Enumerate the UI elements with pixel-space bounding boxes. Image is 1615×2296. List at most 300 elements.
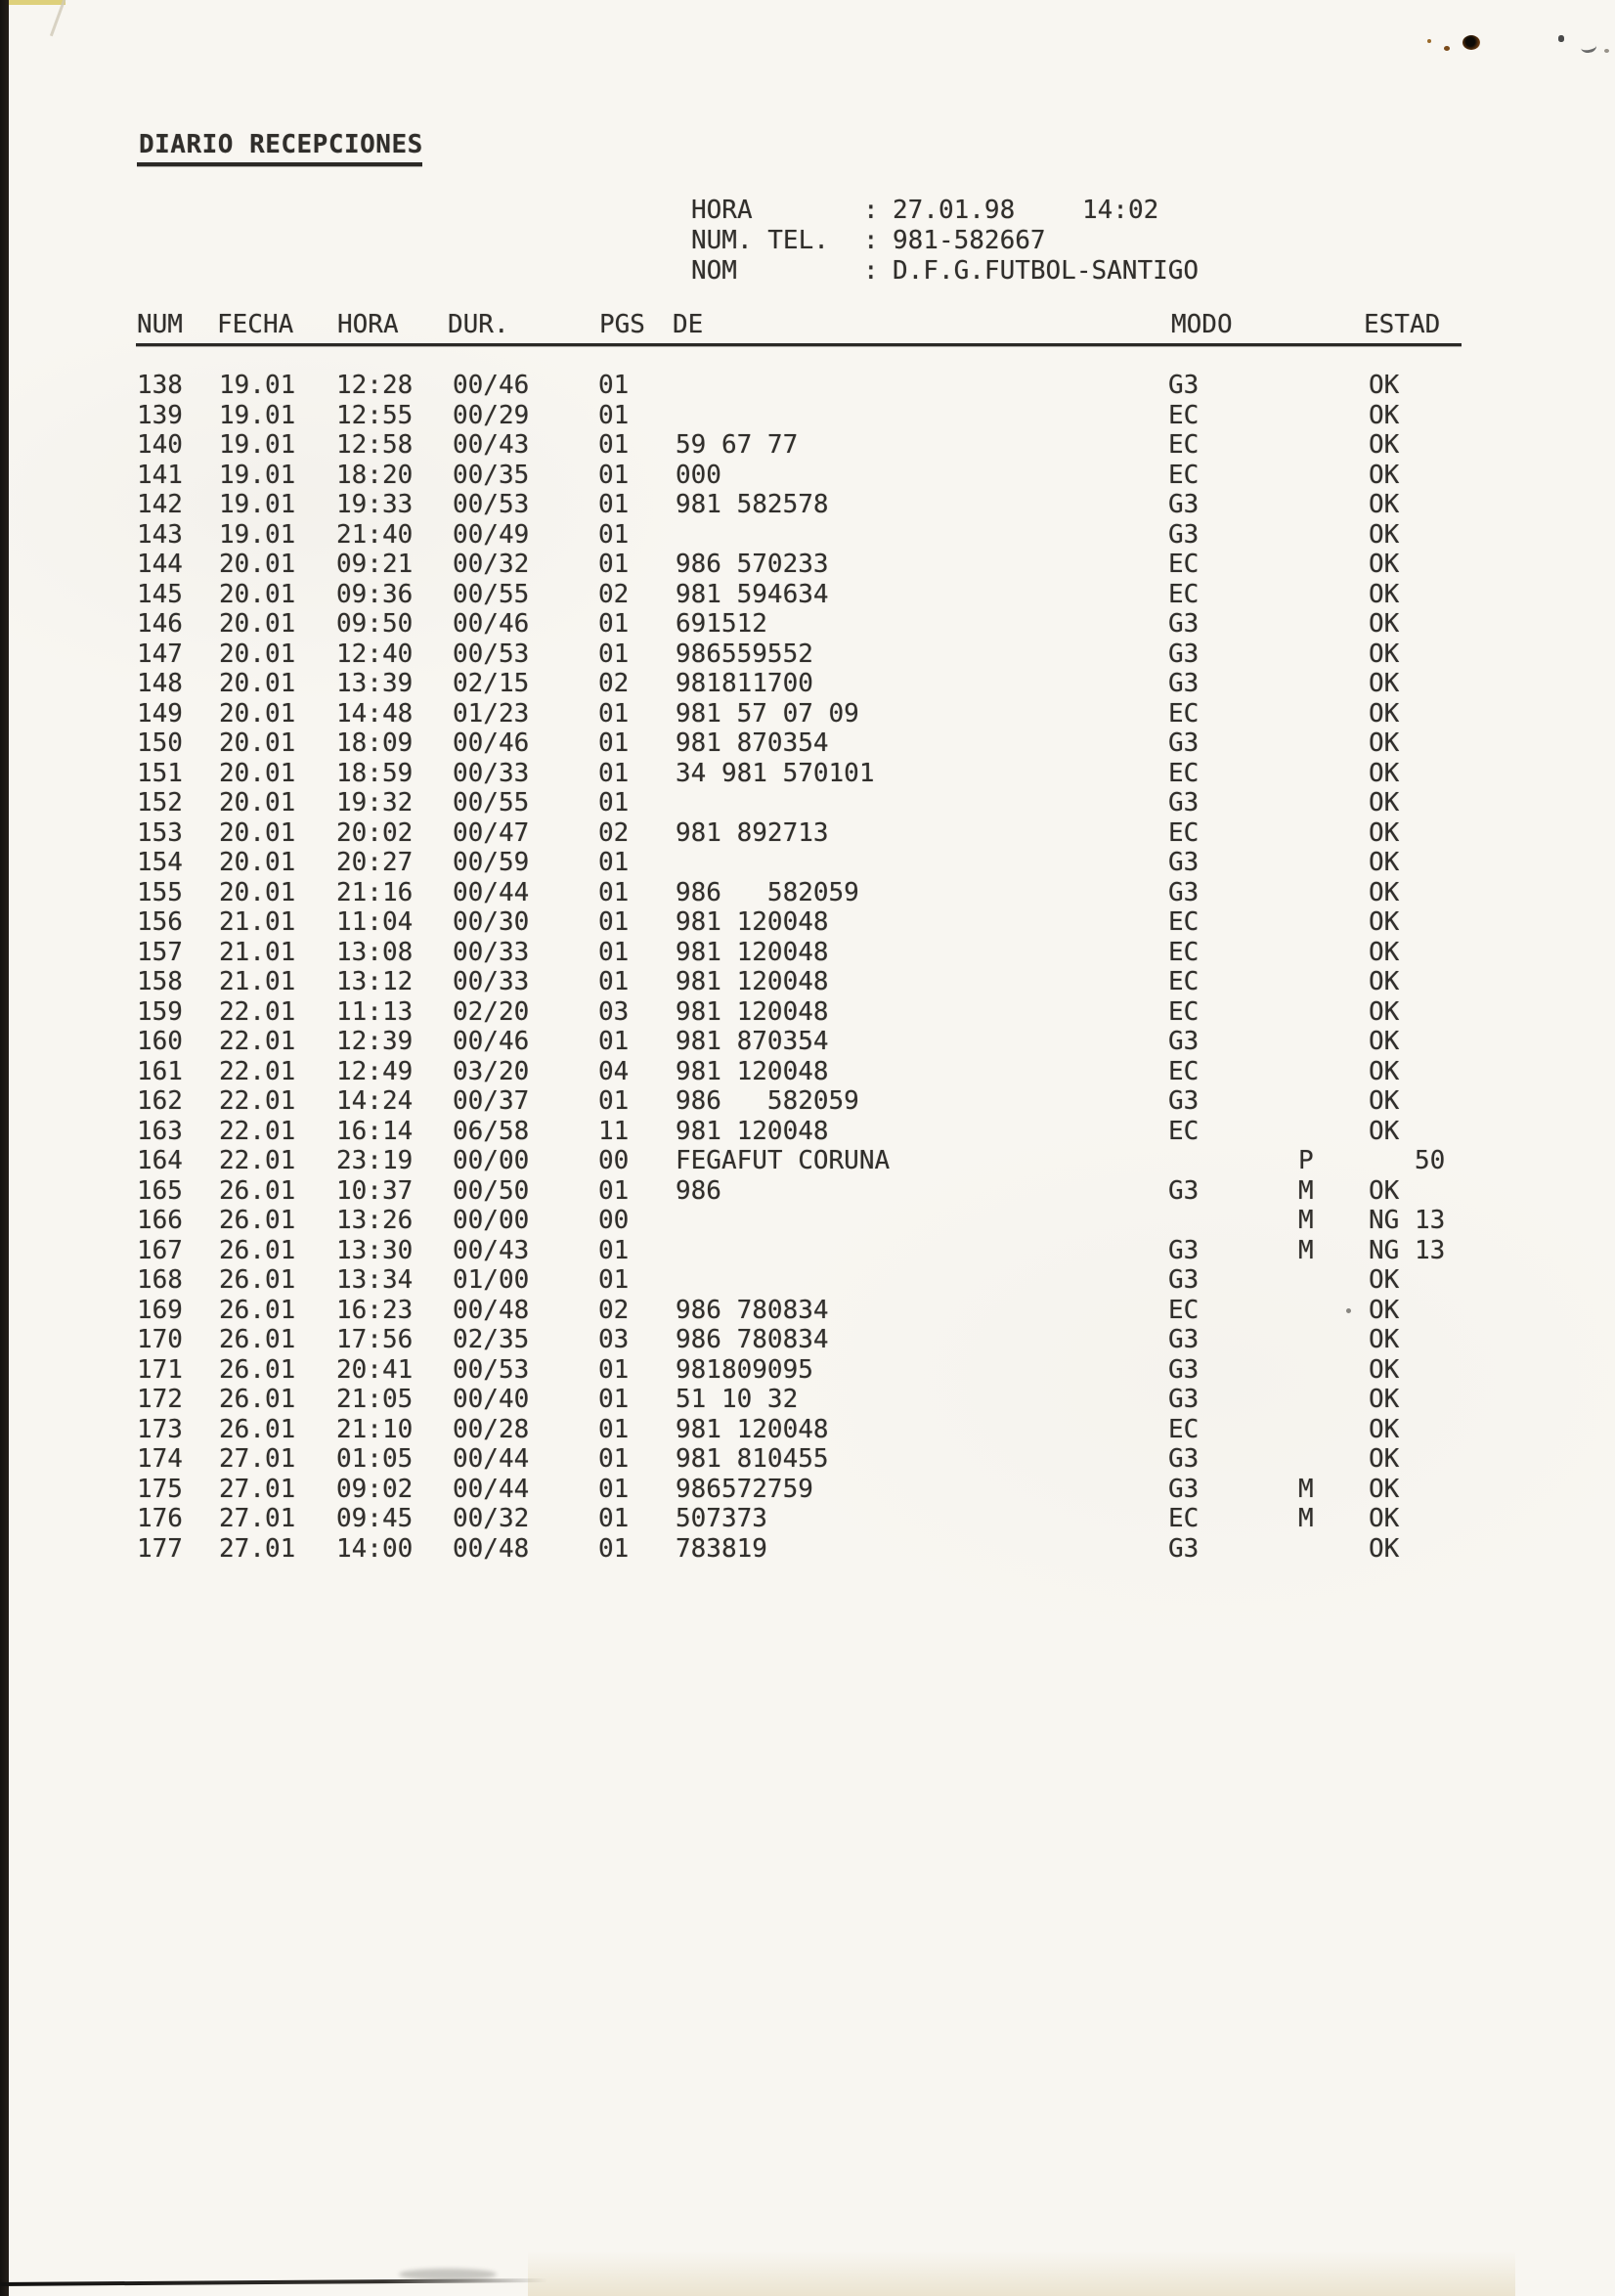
- meta-label-numtel: NUM. TEL.: [691, 226, 829, 255]
- cell-modo: EC: [1168, 1056, 1200, 1086]
- cell-fecha: 26.01: [219, 1235, 296, 1265]
- cell-pgs: 01: [598, 430, 630, 460]
- cell-hora: 19:33: [336, 490, 414, 519]
- cell-fecha: 26.01: [219, 1175, 296, 1206]
- cell-pgs: 01: [598, 1175, 630, 1206]
- cell-dur: 00/44: [453, 1474, 530, 1504]
- scan-ink-speck: [1346, 1308, 1351, 1313]
- cell-modo: G3: [1168, 848, 1200, 877]
- cell-dur: 00/55: [453, 579, 530, 609]
- cell-pgs: 01: [598, 788, 630, 817]
- cell-hora: 14:48: [336, 698, 414, 729]
- cell-fecha: 22.01: [219, 1056, 296, 1086]
- cell-modo: EC: [1168, 1414, 1200, 1444]
- cell-pgs: 01: [598, 1265, 630, 1295]
- cell-pgs: 00: [598, 1206, 630, 1235]
- cell-estad: OK: [1369, 1533, 1400, 1564]
- cell-modo: G3: [1168, 669, 1200, 698]
- table-header-cell: HORA: [337, 310, 399, 339]
- cell-fecha: 20.01: [219, 729, 296, 758]
- table-header-cell: ESTAD: [1364, 310, 1441, 339]
- cell-num: 154: [137, 848, 183, 877]
- cell-fecha: 27.01: [219, 1444, 296, 1474]
- scan-ink-speck: [1462, 35, 1480, 50]
- cell-hora: 18:20: [336, 460, 414, 490]
- cell-fecha: 22.01: [219, 1086, 296, 1116]
- cell-modo: G3: [1168, 639, 1200, 669]
- cell-estad: OK: [1369, 1265, 1400, 1295]
- cell-estad: OK: [1369, 371, 1400, 400]
- cell-modo: G3: [1168, 1086, 1200, 1116]
- cell-dur: 00/46: [453, 609, 530, 639]
- cell-fecha: 21.01: [219, 937, 296, 967]
- cell-pgs: 03: [598, 996, 630, 1027]
- cell-hora: 11:04: [336, 907, 414, 937]
- cell-dur: 01/23: [453, 698, 530, 729]
- cell-estad: OK: [1369, 1295, 1400, 1325]
- cell-dur: 00/32: [453, 1504, 530, 1533]
- cell-dur: 00/53: [453, 639, 530, 669]
- meta-value-time: 14:02: [1082, 196, 1159, 225]
- cell-fecha: 26.01: [219, 1385, 296, 1414]
- meta-label-nom: NOM: [691, 256, 737, 286]
- cell-hora: 20:41: [336, 1354, 414, 1385]
- cell-num: 138: [137, 371, 183, 400]
- cell-num: 144: [137, 550, 183, 579]
- cell-fecha: 20.01: [219, 817, 296, 848]
- table-header-underline: [136, 343, 1462, 346]
- cell-dur: 00/35: [453, 460, 530, 490]
- scan-ink-speck: [1444, 46, 1450, 51]
- cell-pgs: 02: [598, 817, 630, 848]
- cell-hora: 17:56: [336, 1325, 414, 1354]
- cell-hora: 23:19: [336, 1146, 414, 1175]
- cell-modo: G3: [1168, 609, 1200, 639]
- cell-dur: 00/33: [453, 758, 530, 788]
- cell-modo: G3: [1168, 877, 1200, 907]
- meta-value-date: 27.01.98: [893, 196, 1016, 225]
- cell-num: 158: [137, 967, 183, 996]
- cell-hora: 20:27: [336, 848, 414, 877]
- cell-num: 140: [137, 430, 183, 460]
- cell-fecha: 20.01: [219, 669, 296, 698]
- cell-num: 167: [137, 1235, 183, 1265]
- cell-pgs: 01: [598, 1414, 630, 1444]
- cell-modo: G3: [1168, 729, 1200, 758]
- cell-dur: 00/48: [453, 1295, 530, 1325]
- cell-estad: OK: [1369, 1116, 1400, 1146]
- cell-pgs: 02: [598, 1295, 630, 1325]
- cell-dur: 03/20: [453, 1056, 530, 1086]
- cell-dur: 00/00: [453, 1146, 530, 1175]
- cell-de: 986 780834: [676, 1295, 829, 1325]
- cell-extra: 50: [1415, 1146, 1446, 1175]
- cell-dur: 00/33: [453, 967, 530, 996]
- scan-paper-edge: [9, 0, 65, 5]
- cell-de: FEGAFUT CORUNA: [676, 1146, 891, 1175]
- cell-hora: 13:26: [336, 1206, 414, 1235]
- cell-fecha: 26.01: [219, 1295, 296, 1325]
- cell-hora: 13:34: [336, 1265, 414, 1295]
- cell-de: 981 810455: [676, 1444, 829, 1474]
- cell-pgs: 01: [598, 519, 630, 550]
- cell-pgs: 01: [598, 877, 630, 907]
- cell-dur: 00/46: [453, 1027, 530, 1056]
- cell-estad: OK: [1369, 1474, 1400, 1504]
- cell-pgs: 01: [598, 1385, 630, 1414]
- cell-dur: 00/40: [453, 1385, 530, 1414]
- cell-dur: 00/33: [453, 937, 530, 967]
- meta-separator: :: [863, 256, 879, 286]
- cell-hora: 18:09: [336, 729, 414, 758]
- cell-estad: OK: [1369, 758, 1400, 788]
- cell-de: 981 870354: [676, 729, 829, 758]
- cell-num: 150: [137, 729, 183, 758]
- cell-modo: EC: [1168, 550, 1200, 579]
- cell-dur: 00/48: [453, 1533, 530, 1564]
- cell-estad: OK: [1369, 1086, 1400, 1116]
- cell-estad: OK: [1369, 907, 1400, 937]
- page-title: DIARIO RECEPCIONES: [139, 130, 423, 159]
- cell-num: 176: [137, 1504, 183, 1533]
- cell-estad: OK: [1369, 1444, 1400, 1474]
- cell-modo: G3: [1168, 1533, 1200, 1564]
- title-underline: [137, 162, 422, 166]
- cell-fecha: 26.01: [219, 1325, 296, 1354]
- cell-num: 145: [137, 579, 183, 609]
- cell-de: 981811700: [676, 669, 813, 698]
- cell-dur: 02/35: [453, 1325, 530, 1354]
- cell-estad: NG 13: [1369, 1206, 1446, 1235]
- cell-hora: 21:10: [336, 1414, 414, 1444]
- cell-hora: 09:21: [336, 550, 414, 579]
- cell-estad: OK: [1369, 400, 1400, 430]
- cell-hora: 21:40: [336, 519, 414, 550]
- cell-pgs: 01: [598, 550, 630, 579]
- cell-estad: OK: [1369, 967, 1400, 996]
- cell-hora: 11:13: [336, 996, 414, 1027]
- cell-hora: 12:58: [336, 430, 414, 460]
- table-header-cell: DUR.: [448, 310, 509, 339]
- cell-pgs: 01: [598, 371, 630, 400]
- cell-estad: OK: [1369, 937, 1400, 967]
- cell-dur: 00/53: [453, 490, 530, 519]
- cell-pgs: 04: [598, 1056, 630, 1086]
- cell-estad: OK: [1369, 1354, 1400, 1385]
- cell-num: 146: [137, 609, 183, 639]
- cell-de: 981 582578: [676, 490, 829, 519]
- cell-pgs: 01: [598, 937, 630, 967]
- cell-pgs: 01: [598, 698, 630, 729]
- cell-pgs: 01: [598, 1086, 630, 1116]
- cell-dur: 00/30: [453, 907, 530, 937]
- cell-estad: OK: [1369, 877, 1400, 907]
- cell-pgs: 01: [598, 1504, 630, 1533]
- meta-label-hora: HORA: [691, 196, 753, 225]
- cell-de: 981 870354: [676, 1027, 829, 1056]
- cell-modo: EC: [1168, 579, 1200, 609]
- cell-hora: 12:39: [336, 1027, 414, 1056]
- cell-hora: 01:05: [336, 1444, 414, 1474]
- cell-hora: 09:02: [336, 1474, 414, 1504]
- cell-modo: G3: [1168, 1325, 1200, 1354]
- cell-hora: 13:08: [336, 937, 414, 967]
- cell-pgs: 01: [598, 1444, 630, 1474]
- cell-de: 981 594634: [676, 579, 829, 609]
- cell-num: 168: [137, 1265, 183, 1295]
- cell-num: 171: [137, 1354, 183, 1385]
- cell-pgs: 01: [598, 460, 630, 490]
- cell-modo: G3: [1168, 1444, 1200, 1474]
- cell-estad: OK: [1369, 1504, 1400, 1533]
- cell-modo: EC: [1168, 1504, 1200, 1533]
- cell-estad: OK: [1369, 550, 1400, 579]
- cell-num: 152: [137, 788, 183, 817]
- cell-flag: M: [1298, 1474, 1314, 1504]
- cell-num: 139: [137, 400, 183, 430]
- cell-num: 159: [137, 996, 183, 1027]
- table-header-cell: MODO: [1171, 310, 1233, 339]
- cell-dur: 02/20: [453, 996, 530, 1027]
- cell-num: 155: [137, 877, 183, 907]
- cell-pgs: 02: [598, 579, 630, 609]
- cell-pgs: 01: [598, 1533, 630, 1564]
- cell-hora: 16:14: [336, 1116, 414, 1146]
- cell-dur: 00/29: [453, 400, 530, 430]
- cell-num: 166: [137, 1206, 183, 1235]
- cell-fecha: 20.01: [219, 609, 296, 639]
- cell-fecha: 27.01: [219, 1533, 296, 1564]
- cell-hora: 13:39: [336, 669, 414, 698]
- cell-num: 153: [137, 817, 183, 848]
- cell-fecha: 22.01: [219, 1146, 296, 1175]
- cell-dur: 00/59: [453, 848, 530, 877]
- cell-de: 51 10 32: [676, 1385, 799, 1414]
- cell-num: 163: [137, 1116, 183, 1146]
- cell-modo: EC: [1168, 967, 1200, 996]
- cell-dur: 00/44: [453, 877, 530, 907]
- cell-de: 981 120048: [676, 1414, 829, 1444]
- cell-modo: G3: [1168, 519, 1200, 550]
- scan-ink-speck: [1558, 35, 1564, 42]
- cell-modo: G3: [1168, 1027, 1200, 1056]
- cell-de: 986 582059: [676, 1086, 859, 1116]
- cell-pgs: 01: [598, 1474, 630, 1504]
- table-header-cell: DE: [673, 310, 704, 339]
- cell-modo: EC: [1168, 937, 1200, 967]
- cell-num: 142: [137, 490, 183, 519]
- cell-modo: EC: [1168, 996, 1200, 1027]
- scan-corner-crease: [50, 0, 66, 36]
- cell-modo: EC: [1168, 907, 1200, 937]
- cell-num: 161: [137, 1056, 183, 1086]
- cell-dur: 00/55: [453, 788, 530, 817]
- cell-fecha: 26.01: [219, 1265, 296, 1295]
- cell-fecha: 20.01: [219, 550, 296, 579]
- cell-num: 149: [137, 698, 183, 729]
- cell-dur: 00/28: [453, 1414, 530, 1444]
- cell-modo: G3: [1168, 788, 1200, 817]
- cell-de: 507373: [676, 1504, 767, 1533]
- cell-pgs: 01: [598, 967, 630, 996]
- cell-num: 151: [137, 758, 183, 788]
- scan-bottom-smudge: [528, 2251, 1515, 2296]
- cell-fecha: 21.01: [219, 967, 296, 996]
- cell-hora: 13:30: [336, 1235, 414, 1265]
- cell-num: 177: [137, 1533, 183, 1564]
- cell-de: 981 57 07 09: [676, 698, 859, 729]
- cell-hora: 13:12: [336, 967, 414, 996]
- cell-hora: 21:16: [336, 877, 414, 907]
- cell-fecha: 20.01: [219, 877, 296, 907]
- cell-dur: 00/47: [453, 817, 530, 848]
- cell-fecha: 19.01: [219, 460, 296, 490]
- cell-de: 981 892713: [676, 817, 829, 848]
- cell-estad: OK: [1369, 1385, 1400, 1414]
- cell-fecha: 26.01: [219, 1414, 296, 1444]
- cell-num: 157: [137, 937, 183, 967]
- cell-fecha: 19.01: [219, 490, 296, 519]
- cell-num: 173: [137, 1414, 183, 1444]
- cell-pgs: 02: [598, 669, 630, 698]
- cell-pgs: 03: [598, 1325, 630, 1354]
- cell-hora: 18:59: [336, 758, 414, 788]
- cell-dur: 00/43: [453, 430, 530, 460]
- cell-de: 34 981 570101: [676, 758, 875, 788]
- cell-pgs: 01: [598, 490, 630, 519]
- scan-ink-speck: [1427, 39, 1431, 43]
- cell-dur: 00/49: [453, 519, 530, 550]
- cell-hora: 10:37: [336, 1175, 414, 1206]
- cell-de: 981 120048: [676, 996, 829, 1027]
- cell-de: 981 120048: [676, 1116, 829, 1146]
- cell-flag: P: [1298, 1146, 1314, 1175]
- cell-pgs: 01: [598, 907, 630, 937]
- cell-fecha: 22.01: [219, 996, 296, 1027]
- cell-flag: M: [1298, 1206, 1314, 1235]
- cell-fecha: 20.01: [219, 698, 296, 729]
- cell-estad: OK: [1369, 1027, 1400, 1056]
- cell-num: 169: [137, 1295, 183, 1325]
- cell-estad: OK: [1369, 519, 1400, 550]
- cell-dur: 01/00: [453, 1265, 530, 1295]
- cell-num: 165: [137, 1175, 183, 1206]
- cell-fecha: 20.01: [219, 639, 296, 669]
- cell-hora: 20:02: [336, 817, 414, 848]
- cell-pgs: 01: [598, 729, 630, 758]
- cell-pgs: 01: [598, 1027, 630, 1056]
- cell-de: 783819: [676, 1533, 767, 1564]
- cell-pgs: 00: [598, 1146, 630, 1175]
- cell-fecha: 20.01: [219, 848, 296, 877]
- cell-de: 986: [676, 1175, 721, 1206]
- scan-ink-speck: [1580, 40, 1597, 55]
- cell-dur: 00/37: [453, 1086, 530, 1116]
- cell-num: 141: [137, 460, 183, 490]
- cell-modo: G3: [1168, 1235, 1200, 1265]
- cell-de: 986 780834: [676, 1325, 829, 1354]
- cell-estad: NG 13: [1369, 1235, 1446, 1265]
- scan-left-edge: [0, 0, 9, 2296]
- cell-pgs: 01: [598, 758, 630, 788]
- cell-hora: 16:23: [336, 1295, 414, 1325]
- cell-estad: OK: [1369, 1325, 1400, 1354]
- cell-de: 986 582059: [676, 877, 859, 907]
- table-header-cell: NUM: [137, 310, 183, 339]
- cell-modo: G3: [1168, 1265, 1200, 1295]
- meta-value-numtel: 981-582667: [893, 226, 1046, 255]
- cell-estad: OK: [1369, 639, 1400, 669]
- cell-de: 000: [676, 460, 721, 490]
- cell-pgs: 01: [598, 400, 630, 430]
- cell-fecha: 22.01: [219, 1027, 296, 1056]
- cell-fecha: 27.01: [219, 1504, 296, 1533]
- cell-fecha: 19.01: [219, 400, 296, 430]
- cell-fecha: 20.01: [219, 788, 296, 817]
- cell-estad: OK: [1369, 698, 1400, 729]
- cell-pgs: 01: [598, 1235, 630, 1265]
- cell-hora: 12:40: [336, 639, 414, 669]
- cell-flag: M: [1298, 1504, 1314, 1533]
- cell-estad: OK: [1369, 460, 1400, 490]
- cell-hora: 14:00: [336, 1533, 414, 1564]
- cell-modo: EC: [1168, 698, 1200, 729]
- cell-de: 986572759: [676, 1474, 813, 1504]
- cell-pgs: 01: [598, 639, 630, 669]
- cell-fecha: 22.01: [219, 1116, 296, 1146]
- cell-fecha: 19.01: [219, 519, 296, 550]
- cell-hora: 09:50: [336, 609, 414, 639]
- cell-modo: G3: [1168, 371, 1200, 400]
- cell-modo: EC: [1168, 758, 1200, 788]
- cell-estad: OK: [1369, 729, 1400, 758]
- cell-dur: 00/50: [453, 1175, 530, 1206]
- cell-num: 143: [137, 519, 183, 550]
- cell-modo: EC: [1168, 1295, 1200, 1325]
- cell-modo: G3: [1168, 490, 1200, 519]
- cell-modo: G3: [1168, 1474, 1200, 1504]
- cell-dur: 00/43: [453, 1235, 530, 1265]
- cell-modo: G3: [1168, 1385, 1200, 1414]
- cell-modo: EC: [1168, 400, 1200, 430]
- meta-separator: :: [863, 196, 879, 225]
- cell-estad: OK: [1369, 1175, 1400, 1206]
- cell-num: 147: [137, 639, 183, 669]
- cell-estad: OK: [1369, 579, 1400, 609]
- cell-modo: EC: [1168, 1116, 1200, 1146]
- cell-pgs: 01: [598, 1354, 630, 1385]
- cell-de: 981 120048: [676, 907, 829, 937]
- cell-fecha: 19.01: [219, 371, 296, 400]
- scan-bottom-smudge: [399, 2269, 497, 2280]
- meta-separator: :: [863, 226, 879, 255]
- cell-fecha: 20.01: [219, 758, 296, 788]
- cell-estad: OK: [1369, 609, 1400, 639]
- cell-de: 981809095: [676, 1354, 813, 1385]
- cell-estad: OK: [1369, 788, 1400, 817]
- cell-de: 986559552: [676, 639, 813, 669]
- cell-estad: OK: [1369, 848, 1400, 877]
- cell-estad: OK: [1369, 1056, 1400, 1086]
- cell-de: 981 120048: [676, 967, 829, 996]
- cell-flag: M: [1298, 1235, 1314, 1265]
- cell-estad: OK: [1369, 817, 1400, 848]
- cell-dur: 02/15: [453, 669, 530, 698]
- cell-hora: 14:24: [336, 1086, 414, 1116]
- cell-estad: OK: [1369, 1414, 1400, 1444]
- cell-modo: EC: [1168, 817, 1200, 848]
- cell-hora: 09:36: [336, 579, 414, 609]
